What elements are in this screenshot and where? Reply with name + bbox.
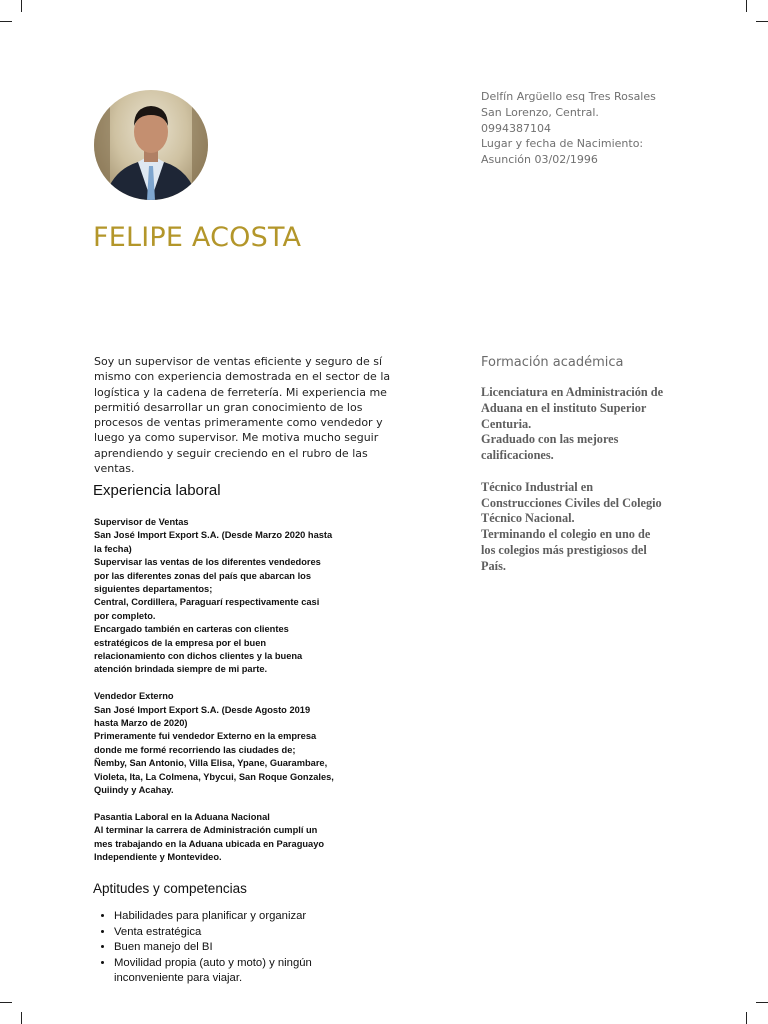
education-line: Construcciones Civiles del Colegio <box>481 495 662 510</box>
experience-line: San José Import Export S.A. (Desde Marzo 2020 hasta <box>94 530 333 541</box>
education-entry <box>481 480 681 575</box>
experience-line: por las diferentes zonas del país que abarcan los <box>94 570 311 581</box>
contact-address-line: Delfín Argüello esq Tres Rosales <box>481 90 656 103</box>
crop-mark <box>756 1002 768 1003</box>
experience-line: Encargado también en carteras con clientes <box>94 624 289 635</box>
education-line: calificaciones. <box>481 448 554 463</box>
education-entry <box>481 385 681 464</box>
skills-heading: Aptitudes y competencias <box>93 881 247 896</box>
profile-photo <box>94 90 208 200</box>
experience-entry <box>94 690 374 797</box>
list-item: • Buen manejo del BI <box>114 940 384 956</box>
job-title: Supervisor de Ventas <box>94 517 189 527</box>
experience-heading: Experiencia laboral <box>93 482 221 499</box>
contact-city-line: San Lorenzo, Central. <box>481 105 599 119</box>
education-line: Aduana en el instituto Superior <box>481 400 647 415</box>
education-line: Centuria. <box>481 416 532 431</box>
experience-line: mes trabajando en la Aduana ubicada en Paraguayo <box>94 838 325 849</box>
experience-line: donde me formé recorriendo las ciudades de; <box>94 744 296 755</box>
crop-mark <box>0 1002 12 1003</box>
list-item: • Habilidades para planificar y organizar <box>114 909 384 925</box>
experience-line: la fecha) <box>94 543 132 554</box>
experience-line: Supervisar las ventas de los diferentes vendedores <box>94 557 321 568</box>
crop-mark <box>0 21 12 22</box>
experience-line: Independiente y Montevideo. <box>94 852 222 863</box>
crop-mark <box>746 1012 747 1024</box>
experience-entry <box>94 516 374 677</box>
crop-mark <box>21 0 22 12</box>
experience-line: hasta Marzo de 2020) <box>94 718 188 729</box>
contact-info <box>481 89 711 168</box>
skills-list <box>94 909 384 987</box>
birth-label: Lugar y fecha de Nacimiento: <box>481 137 644 151</box>
experience-line: Primeramente fui vendedor Externo en la empresa <box>94 731 317 742</box>
education-line: Técnico Industrial en <box>481 479 594 494</box>
experience-line: Ñemby, San Antonio, Villa Elisa, Ypane, Guarambare, <box>94 758 328 769</box>
experience-line: relacionamiento con dichos clientes y la buena <box>94 651 303 662</box>
contact-phone: 0994387104 <box>481 121 551 135</box>
list-item: • Venta estratégica <box>114 925 384 941</box>
person-name: FELIPE ACOSTA <box>93 222 302 253</box>
experience-line: Central, Cordillera, Paraguarí respectivamente casi <box>94 597 320 608</box>
crop-mark <box>756 21 768 22</box>
experience-line: Violeta, Ita, La Colmena, Ybycui, San Roque Gonzales, <box>94 771 334 782</box>
list-item: • Movilidad propia (auto y moto) y ningún inconveniente para viajar. <box>114 956 384 987</box>
experience-line: estratégicos de la empresa por el buen <box>94 637 267 648</box>
experience-list <box>94 516 374 878</box>
crop-mark <box>746 0 747 12</box>
profile-summary: Soy un supervisor de ventas eficiente y seguro de sí mismo con experiencia demostrada en el sector de la logística y la cadena de ferretería. Mi experiencia me permitió desarrollar un gran conocimiento de los procesos de ventas primeramente como vendedor y luego ya como supervisor. Me motiva mucho seguir aprendiendo y seguir creciendo en el rubro de las ventas. <box>94 355 391 476</box>
experience-line: Quiindy y Acahay. <box>94 785 174 796</box>
job-title: Vendedor Externo <box>94 691 174 702</box>
education-line: Graduado con las mejores <box>481 432 619 447</box>
education-heading: Formación académica <box>481 355 624 370</box>
education-line: Técnico Nacional. <box>481 511 575 526</box>
experience-line: siguientes departamentos; <box>94 584 213 595</box>
experience-line: atención brindada siempre de mi parte. <box>94 664 268 675</box>
education-line: País. <box>481 558 506 573</box>
education-line: Terminando el colegio en uno de <box>481 527 651 542</box>
job-title: Pasantia Laboral en la Aduana Nacional <box>94 811 270 822</box>
experience-line: San José Import Export S.A. (Desde Agosto 2019 <box>94 704 311 715</box>
experience-line: por completo. <box>94 610 156 621</box>
experience-line: Al terminar la carrera de Administración cumplí un <box>94 825 318 836</box>
person-portrait-icon <box>94 90 208 200</box>
birth-value: Asunción 03/02/1996 <box>481 153 598 167</box>
education-list <box>481 385 681 590</box>
experience-entry <box>94 811 374 865</box>
education-line: los colegios más prestigiosos del <box>481 542 647 557</box>
education-line: Licenciatura en Administración de <box>481 385 664 399</box>
crop-mark <box>21 1012 22 1024</box>
